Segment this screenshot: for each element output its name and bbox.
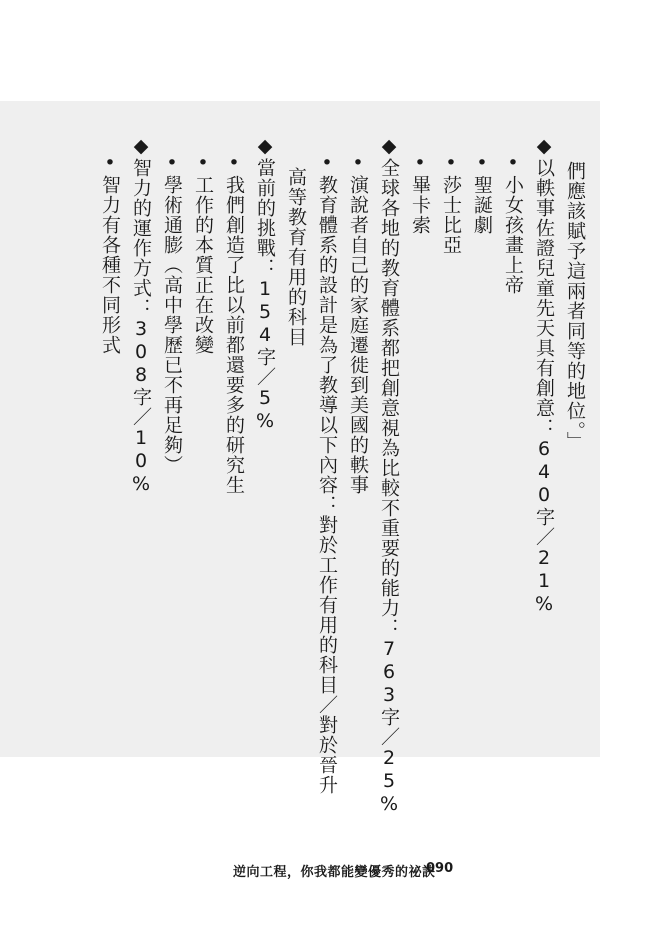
text-column-5	[439, 152, 463, 255]
column-text: 工作的本質正在改變	[192, 175, 214, 355]
text-column-6	[408, 152, 432, 235]
dot-bullet-icon: •	[471, 152, 493, 175]
book-title: 逆向工程，你我都能變優秀的祕訣	[233, 865, 436, 880]
dot-bullet-icon: •	[316, 152, 338, 175]
page-number: 090	[426, 861, 454, 876]
column-text: 當前的挑戰：154字／5%	[254, 158, 276, 433]
text-column-7	[377, 135, 401, 816]
diamond-bullet-icon: ◆	[378, 135, 400, 158]
column-text: 我們創造了比以前都還要多的研究生	[223, 175, 245, 495]
text-column-8	[346, 152, 370, 495]
column-text: 畢卡索	[409, 175, 431, 235]
column-text: 高等教育有用的科目	[285, 167, 307, 347]
column-text: 演說者自己的家庭遷徙到美國的軼事	[347, 175, 369, 495]
dot-bullet-icon: •	[99, 152, 121, 175]
text-column-1	[563, 161, 587, 452]
content-panel	[0, 101, 600, 816]
column-text: 們應該賦予這兩者同等的地位。」	[564, 161, 586, 452]
column-text: 學術通膨（高中學歷已不再足夠）	[161, 175, 183, 475]
text-column-3	[501, 152, 525, 295]
diamond-bullet-icon: ◆	[254, 135, 276, 158]
column-text: 全球各地的教育體系都把創意視為比較不重要的能力：763字／25%	[378, 158, 400, 816]
diamond-bullet-icon: ◆	[130, 135, 152, 158]
text-column-15	[129, 135, 153, 496]
text-column-2	[532, 135, 556, 616]
dot-bullet-icon: •	[192, 152, 214, 175]
column-text: 莎士比亞	[440, 175, 462, 255]
column-text: 教育體系的設計是為了教導以下內容：對於工作有用的科目／對於晉升	[316, 175, 338, 795]
column-text: 以軼事佐證兒童先天具有創意：640字／21%	[533, 158, 555, 616]
dot-bullet-icon: •	[161, 152, 183, 175]
dot-bullet-icon: •	[502, 152, 524, 175]
column-text: 智力的運作方式：308字／10%	[130, 158, 152, 496]
text-column-13	[191, 152, 215, 355]
page-footer	[0, 858, 663, 882]
dot-bullet-icon: •	[347, 152, 369, 175]
text-column-10	[284, 167, 308, 347]
text-column-11	[253, 135, 277, 433]
text-column-16	[98, 152, 122, 355]
text-column-9	[315, 152, 339, 795]
text-column-4	[470, 152, 494, 235]
dot-bullet-icon: •	[440, 152, 462, 175]
column-text: 智力有各種不同形式	[99, 175, 121, 355]
diamond-bullet-icon: ◆	[533, 135, 555, 158]
text-column-12	[222, 152, 246, 495]
dot-bullet-icon: •	[223, 152, 245, 175]
text-column-14	[160, 152, 184, 475]
column-text: 小女孩畫上帝	[502, 175, 524, 295]
column-text: 聖誕劇	[471, 175, 493, 235]
dot-bullet-icon: •	[409, 152, 431, 175]
